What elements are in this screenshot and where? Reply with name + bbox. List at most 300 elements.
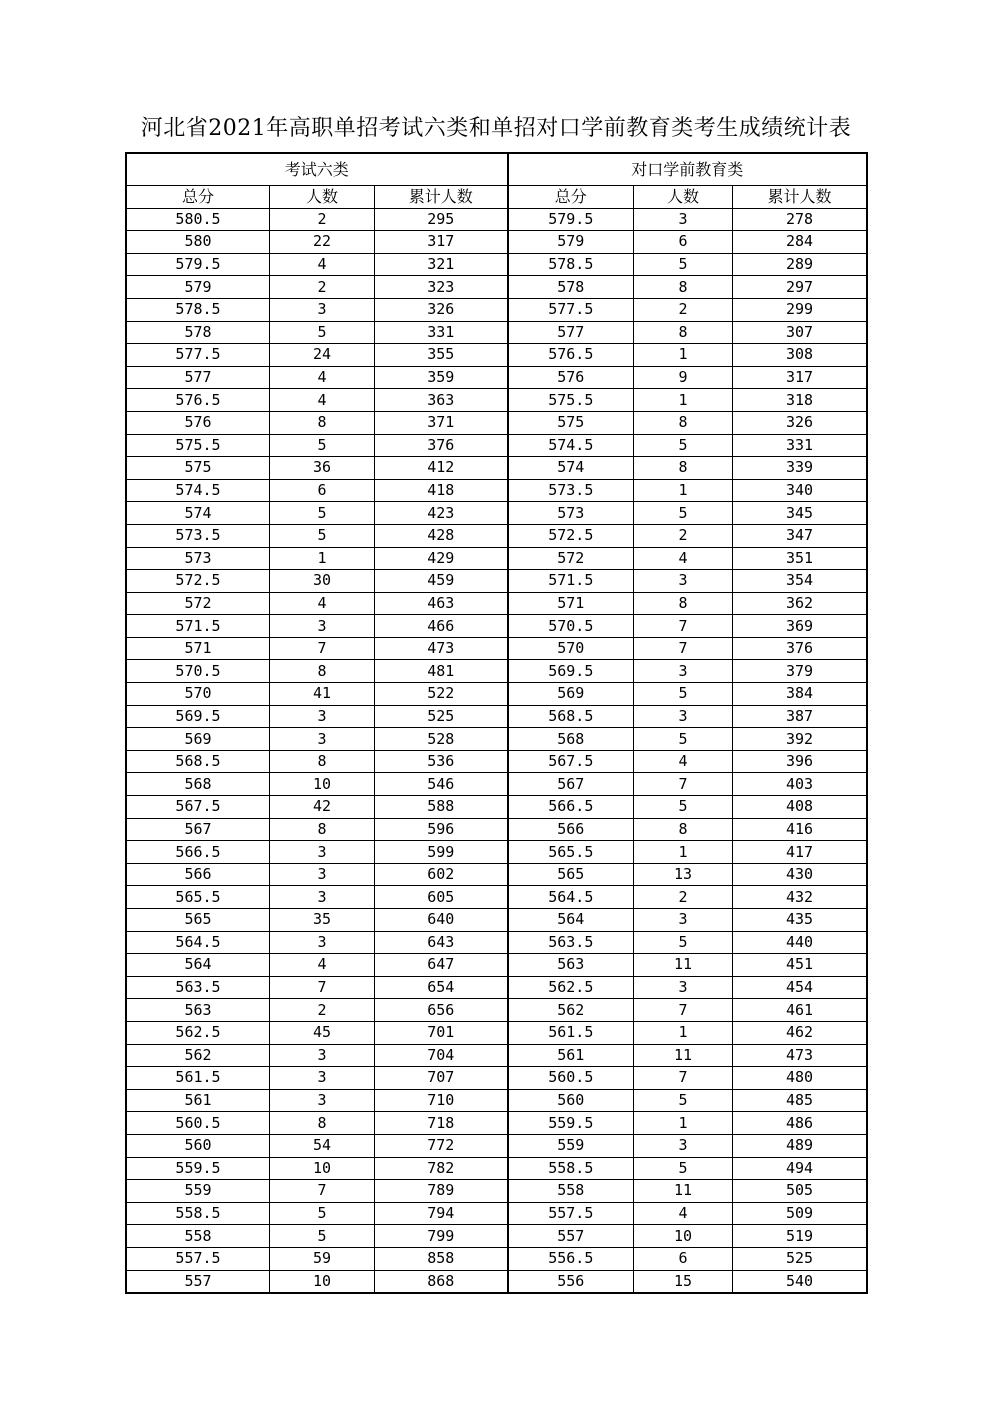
cumulative-cell: 376 bbox=[733, 637, 867, 660]
table-row bbox=[127, 366, 867, 389]
count-cell: 8 bbox=[270, 660, 375, 683]
cumulative-cell: 371 bbox=[375, 411, 508, 434]
cumulative-cell: 868 bbox=[375, 1270, 508, 1293]
cumulative-cell: 485 bbox=[733, 1089, 867, 1112]
cumulative-cell: 525 bbox=[733, 1247, 867, 1270]
count-cell: 5 bbox=[634, 502, 733, 525]
cumulative-cell: 461 bbox=[733, 999, 867, 1022]
cumulative-cell: 494 bbox=[733, 1157, 867, 1180]
table-row bbox=[127, 705, 867, 728]
table-row bbox=[127, 208, 867, 231]
count-cell: 4 bbox=[634, 1202, 733, 1225]
cumulative-cell: 359 bbox=[375, 366, 508, 389]
column-header-count: 人数 bbox=[270, 186, 375, 209]
cumulative-cell: 429 bbox=[375, 547, 508, 570]
count-cell: 4 bbox=[634, 547, 733, 570]
score-cell: 565.5 bbox=[508, 841, 634, 864]
table-row bbox=[127, 773, 867, 796]
score-cell: 575 bbox=[127, 457, 270, 480]
table-row bbox=[127, 615, 867, 638]
cumulative-cell: 710 bbox=[375, 1089, 508, 1112]
table-row bbox=[127, 1134, 867, 1157]
cumulative-cell: 459 bbox=[375, 570, 508, 593]
score-cell: 578 bbox=[508, 276, 634, 299]
score-cell: 565 bbox=[508, 863, 634, 886]
cumulative-cell: 858 bbox=[375, 1247, 508, 1270]
column-header-row bbox=[127, 186, 867, 209]
count-cell: 10 bbox=[270, 773, 375, 796]
score-cell: 577 bbox=[127, 366, 270, 389]
count-cell: 5 bbox=[270, 434, 375, 457]
score-cell: 578 bbox=[127, 321, 270, 344]
count-cell: 7 bbox=[634, 999, 733, 1022]
score-cell: 563.5 bbox=[508, 931, 634, 954]
count-cell: 5 bbox=[270, 321, 375, 344]
table-row bbox=[127, 1157, 867, 1180]
cumulative-cell: 363 bbox=[375, 389, 508, 412]
score-cell: 566 bbox=[127, 863, 270, 886]
table-row bbox=[127, 592, 867, 615]
score-cell: 559.5 bbox=[508, 1112, 634, 1135]
score-cell: 568.5 bbox=[508, 705, 634, 728]
cumulative-cell: 430 bbox=[733, 863, 867, 886]
cumulative-cell: 599 bbox=[375, 841, 508, 864]
score-cell: 564 bbox=[508, 909, 634, 932]
score-cell: 577 bbox=[508, 321, 634, 344]
cumulative-cell: 647 bbox=[375, 954, 508, 977]
count-cell: 8 bbox=[634, 592, 733, 615]
table-row bbox=[127, 1067, 867, 1090]
table-row bbox=[127, 931, 867, 954]
count-cell: 35 bbox=[270, 909, 375, 932]
score-cell: 560.5 bbox=[508, 1067, 634, 1090]
table-row bbox=[127, 457, 867, 480]
cumulative-cell: 701 bbox=[375, 1021, 508, 1044]
table-row bbox=[127, 570, 867, 593]
score-cell: 579.5 bbox=[127, 253, 270, 276]
count-cell: 2 bbox=[270, 208, 375, 231]
score-cell: 569 bbox=[508, 683, 634, 706]
cumulative-cell: 321 bbox=[375, 253, 508, 276]
table-row bbox=[127, 863, 867, 886]
cumulative-cell: 704 bbox=[375, 1044, 508, 1067]
score-cell: 569.5 bbox=[127, 705, 270, 728]
score-cell: 562 bbox=[508, 999, 634, 1022]
score-cell: 574 bbox=[127, 502, 270, 525]
table-row bbox=[127, 1089, 867, 1112]
count-cell: 8 bbox=[634, 276, 733, 299]
cumulative-cell: 347 bbox=[733, 524, 867, 547]
count-cell: 8 bbox=[270, 750, 375, 773]
count-cell: 1 bbox=[634, 1112, 733, 1135]
score-cell: 572 bbox=[127, 592, 270, 615]
cumulative-cell: 432 bbox=[733, 886, 867, 909]
cumulative-cell: 540 bbox=[733, 1270, 867, 1293]
score-cell: 558 bbox=[508, 1180, 634, 1203]
cumulative-cell: 308 bbox=[733, 344, 867, 367]
count-cell: 5 bbox=[270, 1202, 375, 1225]
count-cell: 10 bbox=[634, 1225, 733, 1248]
count-cell: 59 bbox=[270, 1247, 375, 1270]
score-cell: 575.5 bbox=[508, 389, 634, 412]
cumulative-cell: 794 bbox=[375, 1202, 508, 1225]
score-cell: 564 bbox=[127, 954, 270, 977]
cumulative-cell: 428 bbox=[375, 524, 508, 547]
table-row bbox=[127, 841, 867, 864]
count-cell: 3 bbox=[270, 886, 375, 909]
table-row bbox=[127, 728, 867, 751]
score-cell: 570.5 bbox=[127, 660, 270, 683]
score-cell: 564.5 bbox=[127, 931, 270, 954]
count-cell: 3 bbox=[270, 841, 375, 864]
count-cell: 8 bbox=[634, 457, 733, 480]
table-row bbox=[127, 796, 867, 819]
count-cell: 5 bbox=[634, 931, 733, 954]
cumulative-cell: 392 bbox=[733, 728, 867, 751]
score-cell: 573.5 bbox=[508, 479, 634, 502]
count-cell: 2 bbox=[270, 999, 375, 1022]
table-row bbox=[127, 976, 867, 999]
cumulative-cell: 423 bbox=[375, 502, 508, 525]
cumulative-cell: 718 bbox=[375, 1112, 508, 1135]
count-cell: 3 bbox=[270, 863, 375, 886]
score-cell: 558.5 bbox=[508, 1157, 634, 1180]
group-header-row bbox=[127, 154, 867, 186]
count-cell: 54 bbox=[270, 1134, 375, 1157]
score-cell: 556.5 bbox=[508, 1247, 634, 1270]
count-cell: 7 bbox=[634, 637, 733, 660]
column-header-total-score: 总分 bbox=[508, 186, 634, 209]
table-row bbox=[127, 479, 867, 502]
cumulative-cell: 278 bbox=[733, 208, 867, 231]
score-cell: 565 bbox=[127, 909, 270, 932]
count-cell: 3 bbox=[270, 931, 375, 954]
cumulative-cell: 284 bbox=[733, 231, 867, 254]
count-cell: 3 bbox=[270, 728, 375, 751]
count-cell: 7 bbox=[634, 773, 733, 796]
count-cell: 41 bbox=[270, 683, 375, 706]
score-cell: 577.5 bbox=[508, 298, 634, 321]
cumulative-cell: 772 bbox=[375, 1134, 508, 1157]
count-cell: 8 bbox=[270, 411, 375, 434]
cumulative-cell: 318 bbox=[733, 389, 867, 412]
score-cell: 572.5 bbox=[127, 570, 270, 593]
count-cell: 10 bbox=[270, 1157, 375, 1180]
cumulative-cell: 417 bbox=[733, 841, 867, 864]
score-statistics-table bbox=[126, 153, 867, 1293]
cumulative-cell: 505 bbox=[733, 1180, 867, 1203]
cumulative-cell: 369 bbox=[733, 615, 867, 638]
count-cell: 2 bbox=[634, 886, 733, 909]
count-cell: 4 bbox=[270, 253, 375, 276]
count-cell: 5 bbox=[634, 728, 733, 751]
count-cell: 7 bbox=[270, 976, 375, 999]
count-cell: 5 bbox=[270, 502, 375, 525]
count-cell: 1 bbox=[634, 1021, 733, 1044]
cumulative-cell: 326 bbox=[733, 411, 867, 434]
score-cell: 559.5 bbox=[127, 1157, 270, 1180]
score-cell: 566.5 bbox=[508, 796, 634, 819]
table-row bbox=[127, 1021, 867, 1044]
count-cell: 22 bbox=[270, 231, 375, 254]
cumulative-cell: 351 bbox=[733, 547, 867, 570]
count-cell: 8 bbox=[270, 818, 375, 841]
score-cell: 563.5 bbox=[127, 976, 270, 999]
score-cell: 566 bbox=[508, 818, 634, 841]
score-cell: 571 bbox=[127, 637, 270, 660]
count-cell: 4 bbox=[634, 750, 733, 773]
cumulative-cell: 362 bbox=[733, 592, 867, 615]
score-cell: 561.5 bbox=[127, 1067, 270, 1090]
cumulative-cell: 519 bbox=[733, 1225, 867, 1248]
cumulative-cell: 782 bbox=[375, 1157, 508, 1180]
count-cell: 5 bbox=[634, 796, 733, 819]
cumulative-cell: 355 bbox=[375, 344, 508, 367]
cumulative-cell: 376 bbox=[375, 434, 508, 457]
table-row bbox=[127, 344, 867, 367]
table-row bbox=[127, 1180, 867, 1203]
score-cell: 576.5 bbox=[508, 344, 634, 367]
column-header-total-score: 总分 bbox=[127, 186, 270, 209]
cumulative-cell: 412 bbox=[375, 457, 508, 480]
table-row bbox=[127, 1202, 867, 1225]
cumulative-cell: 339 bbox=[733, 457, 867, 480]
count-cell: 5 bbox=[634, 253, 733, 276]
count-cell: 2 bbox=[270, 276, 375, 299]
count-cell: 11 bbox=[634, 954, 733, 977]
score-cell: 567 bbox=[508, 773, 634, 796]
count-cell: 5 bbox=[634, 434, 733, 457]
cumulative-cell: 435 bbox=[733, 909, 867, 932]
count-cell: 45 bbox=[270, 1021, 375, 1044]
count-cell: 3 bbox=[270, 298, 375, 321]
cumulative-cell: 522 bbox=[375, 683, 508, 706]
cumulative-cell: 354 bbox=[733, 570, 867, 593]
score-cell: 574.5 bbox=[127, 479, 270, 502]
score-cell: 570 bbox=[508, 637, 634, 660]
count-cell: 7 bbox=[634, 1067, 733, 1090]
score-cell: 578.5 bbox=[508, 253, 634, 276]
count-cell: 10 bbox=[270, 1270, 375, 1293]
table-row bbox=[127, 750, 867, 773]
cumulative-cell: 340 bbox=[733, 479, 867, 502]
cumulative-cell: 387 bbox=[733, 705, 867, 728]
score-cell: 559 bbox=[127, 1180, 270, 1203]
table-row bbox=[127, 954, 867, 977]
score-cell: 579 bbox=[127, 276, 270, 299]
cumulative-cell: 295 bbox=[375, 208, 508, 231]
group-header-preschool: 对口学前教育类 bbox=[508, 154, 867, 186]
table-row bbox=[127, 411, 867, 434]
cumulative-cell: 396 bbox=[733, 750, 867, 773]
count-cell: 9 bbox=[634, 366, 733, 389]
count-cell: 3 bbox=[634, 570, 733, 593]
score-cell: 573 bbox=[127, 547, 270, 570]
count-cell: 3 bbox=[270, 1089, 375, 1112]
score-cell: 558.5 bbox=[127, 1202, 270, 1225]
table-row bbox=[127, 524, 867, 547]
table-row bbox=[127, 683, 867, 706]
count-cell: 13 bbox=[634, 863, 733, 886]
score-cell: 566.5 bbox=[127, 841, 270, 864]
cumulative-cell: 289 bbox=[733, 253, 867, 276]
count-cell: 3 bbox=[634, 660, 733, 683]
count-cell: 2 bbox=[634, 524, 733, 547]
table-row bbox=[127, 886, 867, 909]
score-cell: 567.5 bbox=[508, 750, 634, 773]
cumulative-cell: 473 bbox=[733, 1044, 867, 1067]
count-cell: 4 bbox=[270, 366, 375, 389]
score-cell: 571 bbox=[508, 592, 634, 615]
cumulative-cell: 331 bbox=[733, 434, 867, 457]
cumulative-cell: 789 bbox=[375, 1180, 508, 1203]
cumulative-cell: 462 bbox=[733, 1021, 867, 1044]
score-cell: 574.5 bbox=[508, 434, 634, 457]
score-cell: 562 bbox=[127, 1044, 270, 1067]
count-cell: 7 bbox=[270, 637, 375, 660]
table-row bbox=[127, 818, 867, 841]
count-cell: 3 bbox=[270, 705, 375, 728]
count-cell: 3 bbox=[270, 1067, 375, 1090]
cumulative-cell: 466 bbox=[375, 615, 508, 638]
count-cell: 3 bbox=[270, 615, 375, 638]
score-cell: 570.5 bbox=[508, 615, 634, 638]
count-cell: 3 bbox=[270, 1044, 375, 1067]
count-cell: 5 bbox=[634, 683, 733, 706]
cumulative-cell: 605 bbox=[375, 886, 508, 909]
cumulative-cell: 323 bbox=[375, 276, 508, 299]
count-cell: 24 bbox=[270, 344, 375, 367]
cumulative-cell: 643 bbox=[375, 931, 508, 954]
count-cell: 2 bbox=[634, 298, 733, 321]
score-cell: 571.5 bbox=[508, 570, 634, 593]
cumulative-cell: 546 bbox=[375, 773, 508, 796]
table-row bbox=[127, 389, 867, 412]
count-cell: 4 bbox=[270, 389, 375, 412]
count-cell: 1 bbox=[634, 841, 733, 864]
cumulative-cell: 408 bbox=[733, 796, 867, 819]
cumulative-cell: 326 bbox=[375, 298, 508, 321]
cumulative-cell: 473 bbox=[375, 637, 508, 660]
table-row bbox=[127, 637, 867, 660]
score-cell: 573 bbox=[508, 502, 634, 525]
score-cell: 565.5 bbox=[127, 886, 270, 909]
score-cell: 557.5 bbox=[127, 1247, 270, 1270]
cumulative-cell: 331 bbox=[375, 321, 508, 344]
cumulative-cell: 602 bbox=[375, 863, 508, 886]
table-row bbox=[127, 321, 867, 344]
table-row bbox=[127, 502, 867, 525]
score-cell: 571.5 bbox=[127, 615, 270, 638]
cumulative-cell: 481 bbox=[375, 660, 508, 683]
cumulative-cell: 384 bbox=[733, 683, 867, 706]
score-cell: 563 bbox=[508, 954, 634, 977]
score-cell: 568.5 bbox=[127, 750, 270, 773]
cumulative-cell: 707 bbox=[375, 1067, 508, 1090]
score-cell: 570 bbox=[127, 683, 270, 706]
score-cell: 576 bbox=[127, 411, 270, 434]
cumulative-cell: 509 bbox=[733, 1202, 867, 1225]
cumulative-cell: 379 bbox=[733, 660, 867, 683]
count-cell: 36 bbox=[270, 457, 375, 480]
cumulative-cell: 588 bbox=[375, 796, 508, 819]
score-cell: 557.5 bbox=[508, 1202, 634, 1225]
score-cell: 562.5 bbox=[127, 1021, 270, 1044]
count-cell: 42 bbox=[270, 796, 375, 819]
table-row bbox=[127, 1270, 867, 1293]
count-cell: 5 bbox=[634, 1157, 733, 1180]
cumulative-cell: 299 bbox=[733, 298, 867, 321]
score-cell: 561 bbox=[127, 1089, 270, 1112]
count-cell: 5 bbox=[634, 1089, 733, 1112]
cumulative-cell: 654 bbox=[375, 976, 508, 999]
table-row bbox=[127, 1225, 867, 1248]
score-cell: 575 bbox=[508, 411, 634, 434]
cumulative-cell: 454 bbox=[733, 976, 867, 999]
count-cell: 1 bbox=[270, 547, 375, 570]
count-cell: 7 bbox=[634, 615, 733, 638]
cumulative-cell: 403 bbox=[733, 773, 867, 796]
count-cell: 3 bbox=[634, 976, 733, 999]
score-cell: 562.5 bbox=[508, 976, 634, 999]
count-cell: 30 bbox=[270, 570, 375, 593]
count-cell: 8 bbox=[634, 818, 733, 841]
cumulative-cell: 418 bbox=[375, 479, 508, 502]
score-cell: 560 bbox=[127, 1134, 270, 1157]
cumulative-cell: 317 bbox=[733, 366, 867, 389]
cumulative-cell: 656 bbox=[375, 999, 508, 1022]
count-cell: 3 bbox=[634, 705, 733, 728]
count-cell: 15 bbox=[634, 1270, 733, 1293]
score-cell: 580.5 bbox=[127, 208, 270, 231]
cumulative-cell: 416 bbox=[733, 818, 867, 841]
cumulative-cell: 480 bbox=[733, 1067, 867, 1090]
score-cell: 577.5 bbox=[127, 344, 270, 367]
score-cell: 563 bbox=[127, 999, 270, 1022]
column-header-cumulative: 累计人数 bbox=[733, 186, 867, 209]
table-row bbox=[127, 434, 867, 457]
count-cell: 6 bbox=[270, 479, 375, 502]
page-title: 河北省2021年高职单招考试六类和单招对口学前教育类考生成绩统计表 bbox=[140, 116, 852, 141]
count-cell: 11 bbox=[634, 1044, 733, 1067]
score-cell: 567.5 bbox=[127, 796, 270, 819]
group-header-exam-six: 考试六类 bbox=[127, 154, 508, 186]
table-row bbox=[127, 547, 867, 570]
cumulative-cell: 528 bbox=[375, 728, 508, 751]
score-cell: 560.5 bbox=[127, 1112, 270, 1135]
score-cell: 572.5 bbox=[508, 524, 634, 547]
count-cell: 1 bbox=[634, 389, 733, 412]
cumulative-cell: 317 bbox=[375, 231, 508, 254]
table-row bbox=[127, 276, 867, 299]
table-row bbox=[127, 231, 867, 254]
score-cell: 580 bbox=[127, 231, 270, 254]
score-cell: 568 bbox=[508, 728, 634, 751]
cumulative-cell: 536 bbox=[375, 750, 508, 773]
cumulative-cell: 440 bbox=[733, 931, 867, 954]
count-cell: 3 bbox=[634, 909, 733, 932]
table-row bbox=[127, 298, 867, 321]
count-cell: 1 bbox=[634, 479, 733, 502]
table-row bbox=[127, 1044, 867, 1067]
cumulative-cell: 489 bbox=[733, 1134, 867, 1157]
score-cell: 576.5 bbox=[127, 389, 270, 412]
count-cell: 7 bbox=[270, 1180, 375, 1203]
count-cell: 3 bbox=[634, 208, 733, 231]
score-cell: 558 bbox=[127, 1225, 270, 1248]
score-cell: 569.5 bbox=[508, 660, 634, 683]
score-cell: 574 bbox=[508, 457, 634, 480]
